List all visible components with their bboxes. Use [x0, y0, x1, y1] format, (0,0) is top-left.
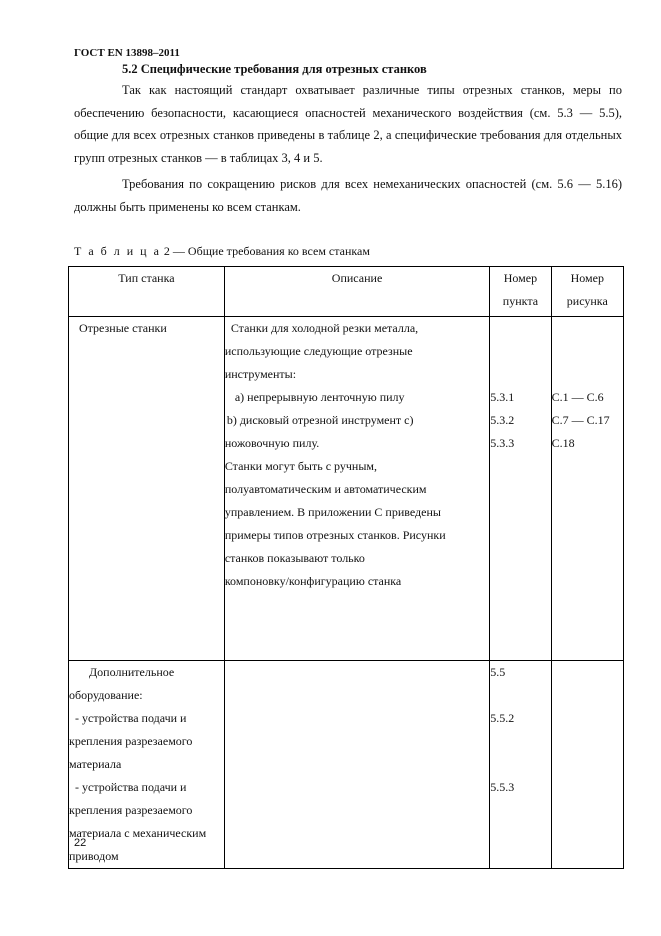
cell-description [224, 317, 489, 661]
figure-number: С.18 [551, 436, 575, 450]
equipment-line: Дополнительное [89, 665, 175, 679]
clause-number: 5.5 [490, 665, 506, 679]
clause-number: 5.3.3 [490, 436, 515, 450]
equipment-line: крепления разрезаемого [69, 734, 193, 748]
table-caption-text: 2 — Общие требования ко всем станкам [160, 244, 370, 258]
clause-number: 5.5.2 [490, 711, 515, 725]
header-figure-line1: Номер [570, 271, 604, 285]
clause-number: 5.3.1 [490, 390, 515, 404]
header-clause-line1: Номер [503, 271, 538, 285]
table-row [69, 661, 624, 869]
equipment-line: крепления разрезаемого [69, 803, 193, 817]
description-line: полуавтоматическим и автоматическим [224, 482, 427, 496]
description-line: Станки могут быть с ручным, [224, 459, 377, 473]
paragraph-2: Требования по сокращению рисков для всех немеханических опасностей (см. 5.6 — 5.16) должны быть применены ко всем станкам. [74, 177, 622, 214]
description-line: а) непрерывную ленточную пилу [234, 390, 405, 404]
equipment-line: оборудование: [69, 688, 143, 702]
page-number: 22 [74, 837, 87, 849]
cell-additional-equipment [69, 661, 225, 869]
cell-empty-description [224, 661, 489, 869]
header-description: Описание [224, 267, 489, 317]
clause-number: 5.3.2 [490, 413, 515, 427]
clause-number: 5.5.3 [490, 780, 515, 794]
description-line: компоновку/конфигурацию станка [224, 574, 402, 588]
machine-type-text: Отрезные станки [79, 321, 167, 335]
description-line: b) дисковый отрезной инструмент с) [226, 413, 414, 427]
table-caption-label: Т а б л и ц а [74, 244, 161, 258]
clause-spacer [490, 753, 550, 776]
cell-machine-type [69, 317, 225, 661]
equipment-line: - устройства подачи и [75, 780, 187, 794]
table-caption [74, 244, 370, 259]
equipment-line: приводом [69, 849, 119, 863]
description-line: Станки для холодной резки металла, [230, 321, 419, 335]
table-header-row [69, 267, 624, 317]
description-line: примеры типов отрезных станков. Рисунки [224, 528, 446, 542]
cell-figure-numbers [551, 317, 623, 661]
cell-empty-figures [551, 661, 623, 869]
cell-clause-numbers [490, 317, 551, 661]
description-line: управлением. В приложении С приведены [224, 505, 441, 519]
header-clause-number [490, 267, 551, 317]
equipment-line: материала с механическим [69, 826, 207, 840]
equipment-line: материала [69, 757, 122, 771]
figure-number: С.1 — С.6 [551, 390, 604, 404]
clause-spacer [490, 730, 550, 753]
section-title: 5.2 Специфические требования для отрезных станков [122, 62, 427, 76]
header-figure-number [551, 267, 623, 317]
header-figure-line2: рисунка [566, 294, 608, 308]
document-header: ГОСТ EN 13898–2011 [74, 47, 180, 59]
description-line: инструменты: [224, 367, 297, 381]
description-line: использующие следующие отрезные [224, 344, 413, 358]
cell-clause-numbers-2 [490, 661, 551, 869]
table-row [69, 317, 624, 661]
header-machine-type: Тип станка [69, 267, 225, 317]
requirements-table [68, 266, 624, 869]
equipment-line: - устройства подачи и [75, 711, 187, 725]
clause-spacer [490, 684, 550, 707]
figure-number: С.7 — С.17 [551, 413, 610, 427]
header-clause-line2: пункта [502, 294, 539, 308]
description-line: станков показывают только [224, 551, 365, 565]
description-line: ножовочную пилу. [224, 436, 320, 450]
paragraph-1: Так как настоящий стандарт охватывает различные типы отрезных станков, меры по обеспечению безопасности, касающиеся опасностей механического воздействия (см. 5.3 — 5.5), общие для всех отрезных станков приведены в таблице 2, а специфические требования для отдельных групп отрезных станков — в таблицах 3, 4 и 5. [74, 83, 622, 165]
